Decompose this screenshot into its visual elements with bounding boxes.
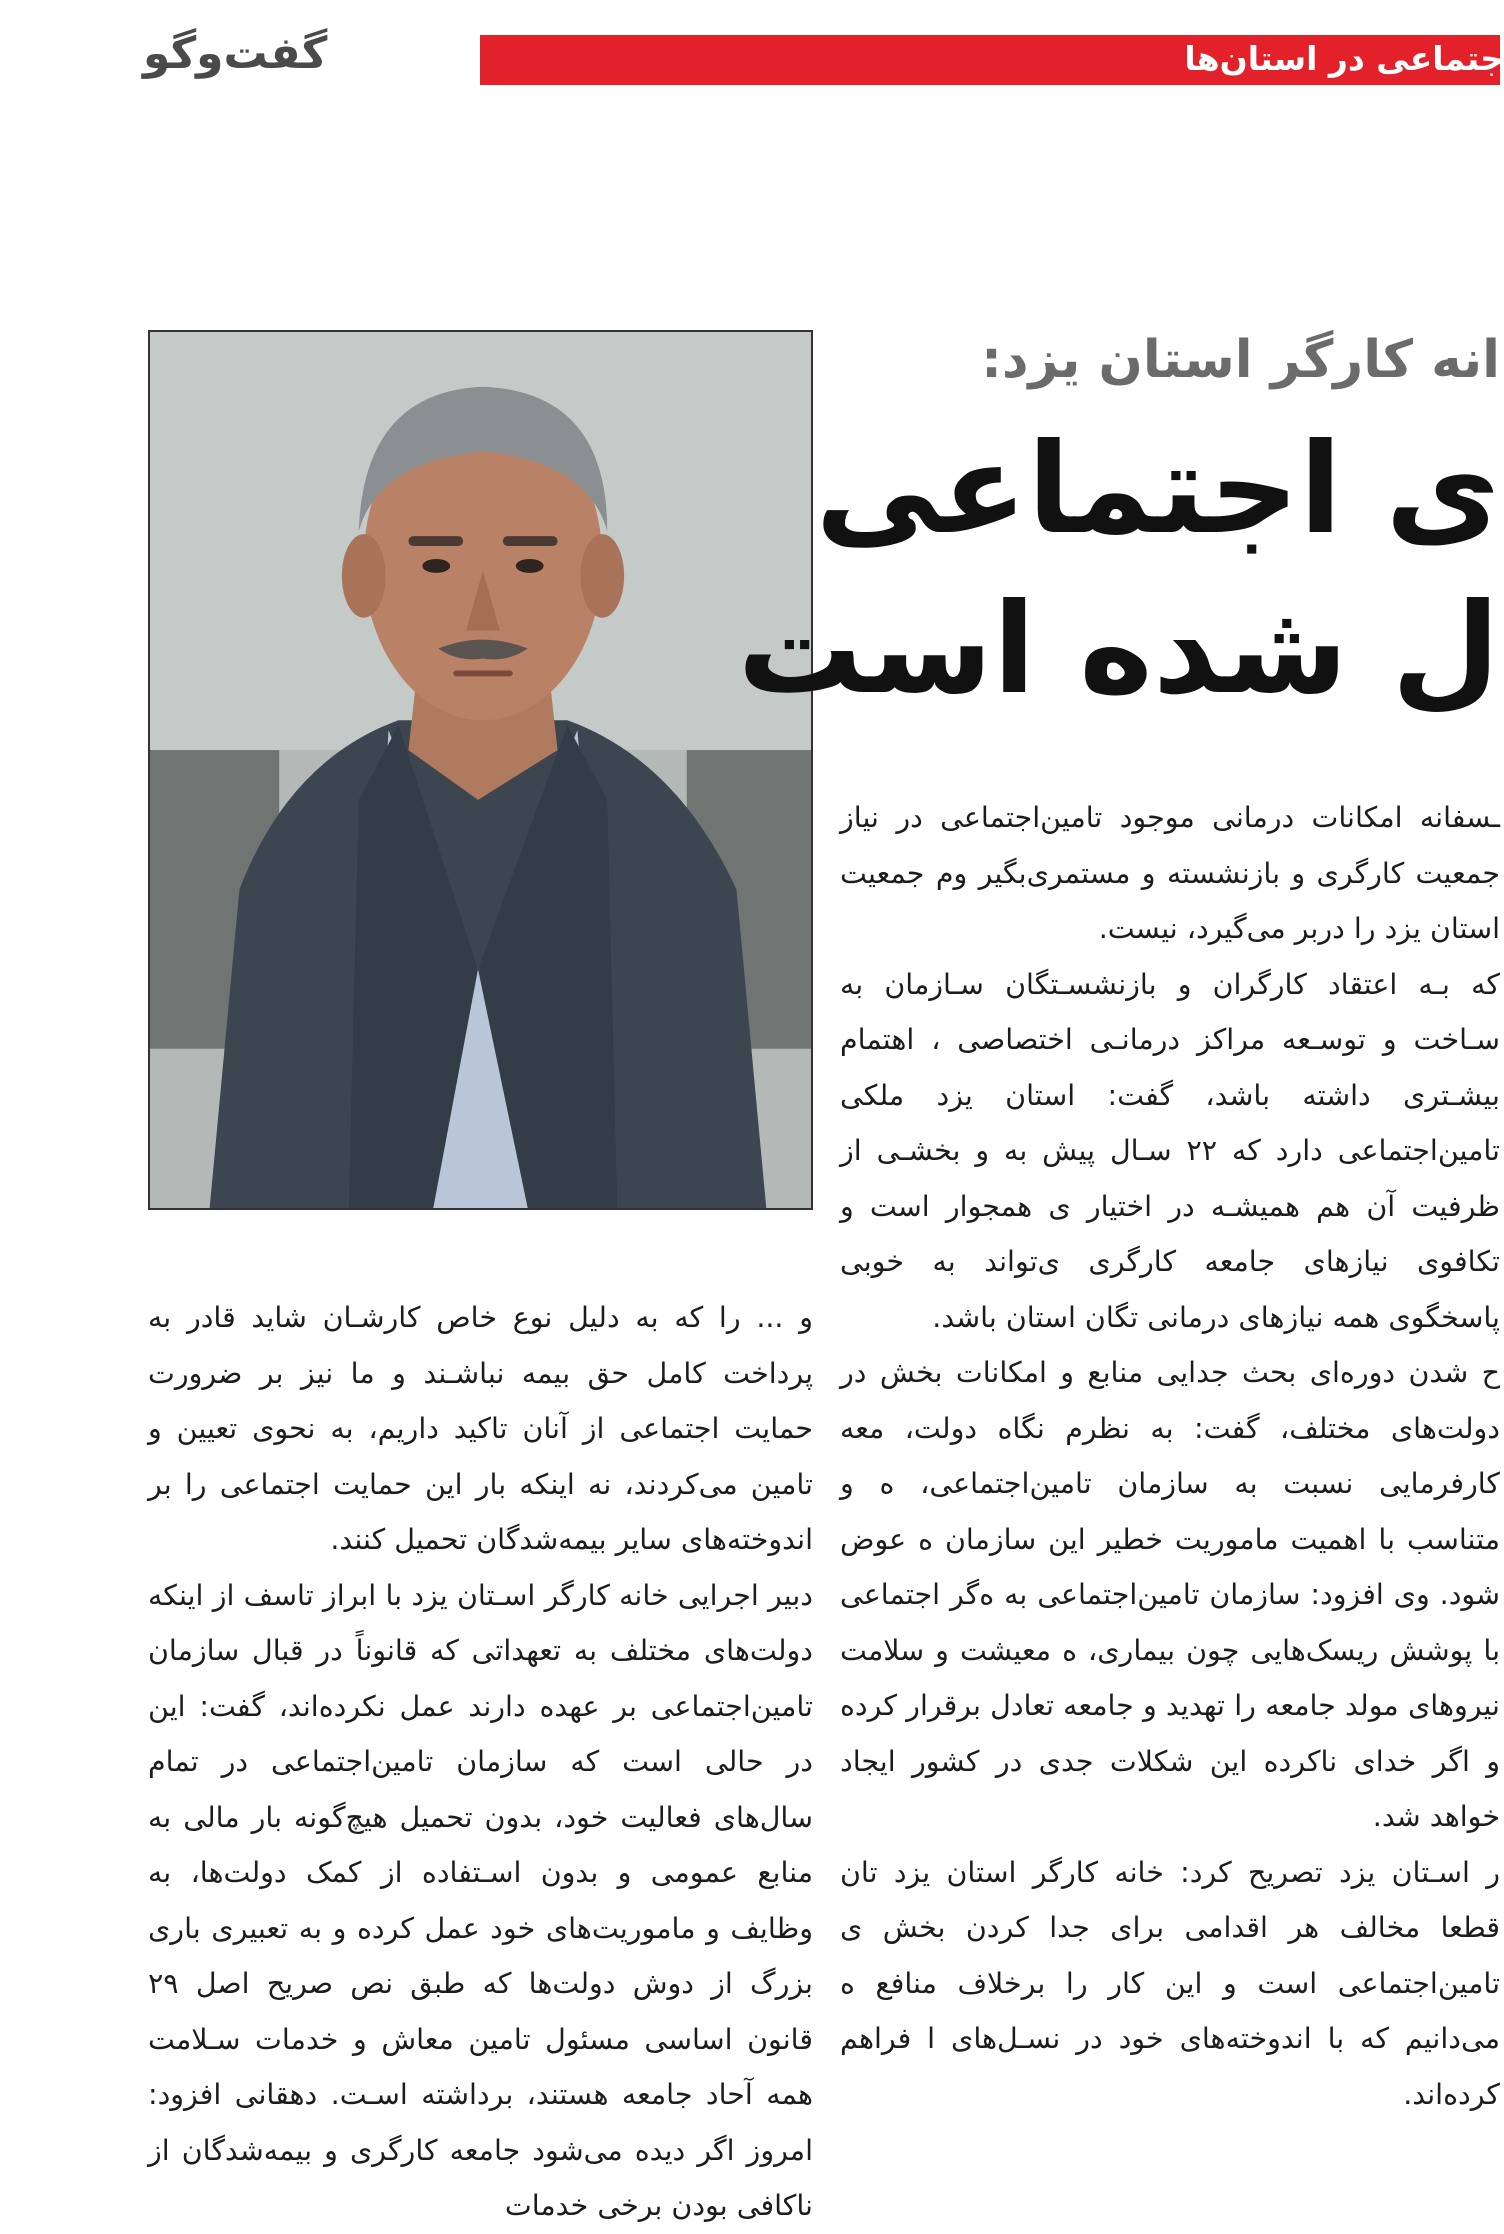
headline-line-1: ی اجتماعی — [815, 417, 1500, 562]
paragraph: که بـه اعتقاد کارگران و بازنشسـتگان سـازمان به سـاخت و توسـعه مراکز درمانـی اختصاصی ، اهتمام بیشـتری داشته باشد، گفت: استان یزد ملکی تامین‌اجتماعی دارد که ۲۲ سـال پیش به و بخشـی از ظرفیت آن هم همیشـه در اختیار ی همجوار است و تکافوی نیازهای جامعه کارگری ی‌تواند به خوبی پاسخگوی همه نیازهای درمانی تگان استان باشد. — [840, 967, 1500, 1334]
paragraph: ر اسـتان یزد تصریح کرد: خانه کارگر استان یزد تان قطعا مخالف هر اقدامی برای جدا کردن بخش ی تامین‌اجتماعی است و این کار را برخلاف منافع ه می‌دانیم که با اندوخته‌های خود در نسـل‌های ا فراهم کرده‌اند. — [840, 1855, 1500, 2111]
paragraph: و ... را که به دلیل نوع خاص کارشـان شاید قادر به پرداخت کامل حق بیمه نباشـند و ما نیز بر ضرورت حمایت اجتماعی از آنان تاکید داریم، به نحوی تعیین و تامین می‌کردند، نه اینکه بار این حمایت اجتماعی را بر اندوخته‌های سایر بیمه‌شدگان تحمیل کنند. — [148, 1301, 813, 1556]
section-tag: گفت‌وگو — [143, 28, 328, 79]
portrait-icon — [150, 332, 811, 1208]
section-header-bar — [480, 35, 1504, 85]
section-header-title: جتماعی در استان‌ها — [1184, 39, 1504, 78]
portrait-photo — [148, 330, 813, 1210]
paragraph: ح شدن دوره‌ای بحث جدایی منابع و امکانات بخش در دولت‌های مختلف، گفت: به نظرم نگاه دولت، معه کارفرمایی نسبت به سازمان تامین‌اجتماعی، ه و متناسب با اهمیت ماموریت خطیر این سازمان ه عوض شود. وی افزود: سازمان تامین‌اجتماعی به ه‌گر اجتماعی با پوشش ریسک‌هایی چون بیماری، ه معیشت و سلامت نیروهای مولد جامعه را تهدید و جامعه تعادل برقرار کرده و اگر خدای ناکرده این شکلات جدی در کشور ایجاد خواهد شد. — [840, 1356, 1500, 1833]
article-column-left — [148, 1290, 813, 2225]
paragraph: ـسفانه امکانات درمانی موجود تامین‌اجتماعی در نیاز جمعیت کارگری و بازنشسته و مستمری‌بگیر وم جمعیت استان یزد را دربر می‌گیرد، نیست. — [840, 801, 1500, 945]
article-headline — [737, 410, 1500, 730]
paragraph: دبیر اجرایی خانه کارگر اسـتان یزد با ابراز تاسف از اینکه دولت‌های مختلف به تعهداتی که قانوناً در قبال سازمان تامین‌اجتماعی بر عهده دارند عمل نکرده‌اند، گفت: این در حالی است که سازمان تامین‌اجتماعی در تمام سال‌های فعالیت خود، بدون تحمیل هیچ‌گونه بار مالی به منابع عمومی و بدون اسـتفاده از کمک دولت‌ها، به وظایف و ماموریت‌های خود عمل کرده و به تعبیری باری بزرگ از دوش دولت‌ها که طبق نص صریح اصل ۲۹ قانون اساسی مسئول تامین معاش و خدمات سـلامت همه آحاد جامعه هستند، برداشته اسـت. دهقانی افزود: امروز اگر دیده می‌شود جامعه کارگری و بیمه‌شدگان از ناکافی بودن برخی خدمات — [148, 1578, 813, 2222]
article-column-right — [840, 790, 1500, 2225]
article-kicker: انه کارگر استان یزد: — [981, 330, 1500, 390]
headline-line-2: ل شده است — [737, 577, 1500, 722]
